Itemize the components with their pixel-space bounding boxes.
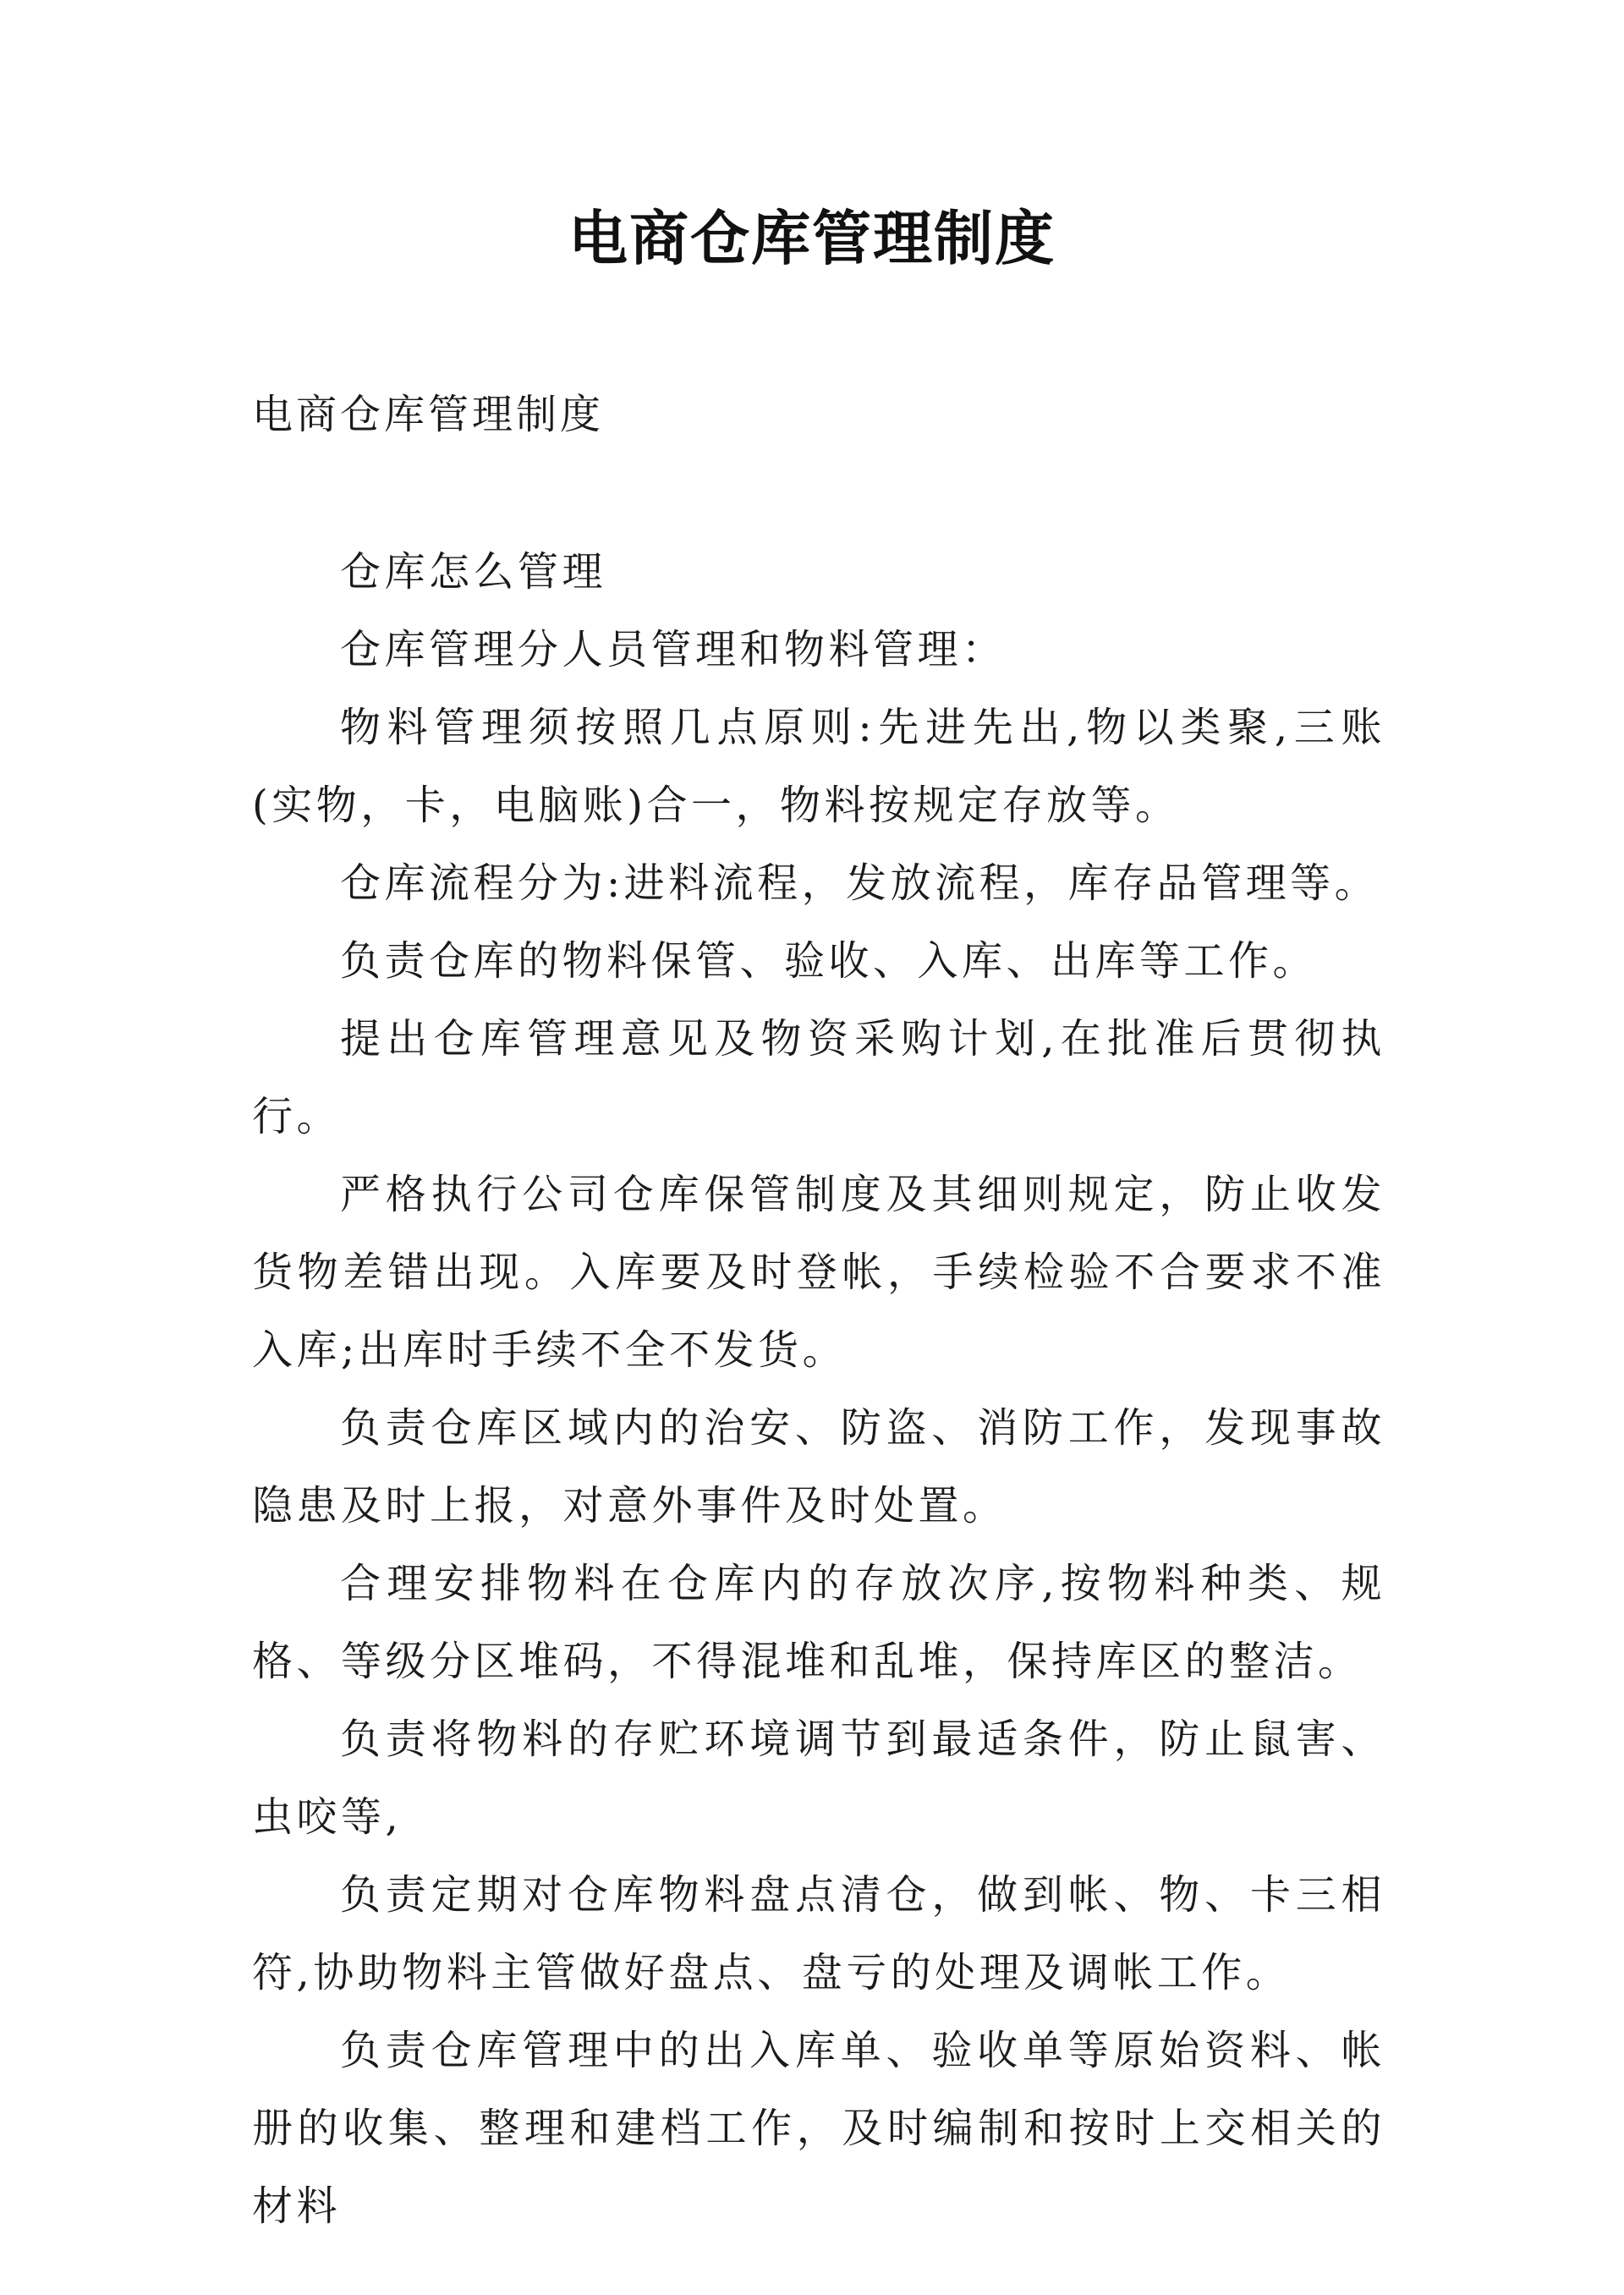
paragraph: 仓库流程分为:进料流程，发放流程，库存品管理等。 [340, 859, 1380, 907]
paragraph: 物料管理须按照几点原则:先进先出,物以类聚,三账(实物，卡，电脑账)合一，物料按规定存放等。 [252, 704, 1385, 829]
paragraph: 严格执行公司仓库保管制度及其细则规定，防止收发货物差错出现。入库要及时登帐，手续检验不合要求不准入库;出库时手续不全不发货。 [252, 1171, 1385, 1374]
document-title: 电商仓库管理制度 [568, 203, 1056, 273]
paragraph: 提出仓库管理意见及物资采购计划,在批准后贯彻执行。 [252, 1015, 1385, 1140]
paragraph: 负责仓库的物料保管、验收、入库、出库等工作。 [340, 937, 1318, 985]
paragraph: 负责仓库区域内的治安、防盗、消防工作，发现事故隐患及时上报，对意外事件及时处置。 [252, 1404, 1385, 1529]
paragraph: 负责将物料的存贮环境调节到最适条件，防止鼠害、虫咬等, [252, 1716, 1385, 1841]
paragraph: 仓库怎么管理 [340, 548, 607, 596]
paragraph: 仓库管理分人员管理和物料管理： [340, 626, 1007, 673]
paragraph: 负责仓库管理中的出入库单、验收单等原始资料、帐册的收集、整理和建档工作，及时编制和按时上交相关的材料 [252, 2027, 1385, 2230]
document-body [252, 533, 1385, 2245]
document-subtitle: 电商仓库管理制度 [252, 391, 605, 438]
paragraph: 负责定期对仓库物料盘点清仓，做到帐、物、卡三相符,协助物料主管做好盘点、盘亏的处理及调帐工作。 [252, 1871, 1385, 1996]
paragraph: 合理安排物料在仓库内的存放次序,按物料种类、规格、等级分区堆码，不得混堆和乱堆，保持库区的整洁。 [252, 1560, 1385, 1685]
